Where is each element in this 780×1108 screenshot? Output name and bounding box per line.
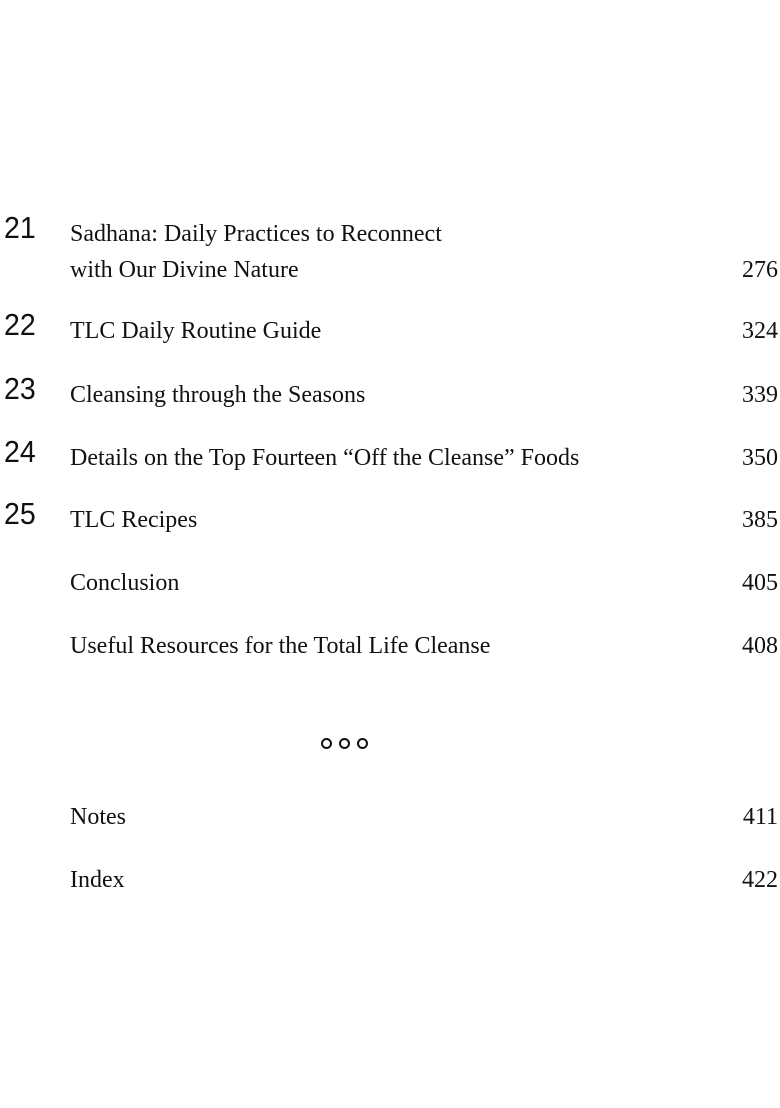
toc-entry-notes[interactable]: [0, 799, 780, 835]
toc-entry-22[interactable]: [0, 307, 780, 349]
chapter-number: 21: [4, 210, 36, 245]
entry-title: Conclusion: [70, 570, 180, 596]
chapter-number: 24: [4, 434, 36, 469]
toc-entry-23[interactable]: [0, 371, 780, 413]
page-number: 276: [742, 257, 778, 283]
page-number: 411: [742, 804, 778, 830]
page-number: 350: [742, 445, 778, 471]
chapter-title: TLC Daily Routine Guide: [70, 318, 322, 344]
toc-entry-conclusion[interactable]: [0, 565, 780, 601]
page-number: 324: [742, 318, 778, 344]
section-divider-ornament: [321, 738, 368, 749]
toc-entry-index[interactable]: [0, 862, 780, 898]
page-number: 408: [742, 633, 778, 659]
circle-icon: [321, 738, 332, 749]
chapter-number: 22: [4, 307, 36, 342]
chapter-title: Cleansing through the Seasons: [70, 382, 366, 408]
page-number: 339: [742, 382, 778, 408]
toc-entry-resources[interactable]: [0, 628, 780, 664]
page-number: 405: [742, 570, 778, 596]
page-number: 385: [742, 507, 778, 533]
toc-entry-24[interactable]: [0, 434, 780, 476]
page-number: 422: [742, 867, 778, 893]
toc-entry-25[interactable]: [0, 496, 780, 538]
circle-icon: [339, 738, 350, 749]
chapter-title: TLC Recipes: [70, 507, 198, 533]
chapter-number: 25: [4, 496, 36, 531]
chapter-title-continued: with Our Divine Nature: [70, 257, 299, 283]
entry-title: Index: [70, 867, 125, 893]
chapter-number: 23: [4, 371, 36, 406]
circle-icon: [357, 738, 368, 749]
chapter-title: Sadhana: Daily Practices to Reconnect: [70, 221, 442, 247]
entry-title: Useful Resources for the Total Life Cleanse: [70, 633, 491, 659]
chapter-title: Details on the Top Fourteen “Off the Cleanse” Foods: [70, 445, 580, 471]
entry-title: Notes: [70, 804, 126, 830]
